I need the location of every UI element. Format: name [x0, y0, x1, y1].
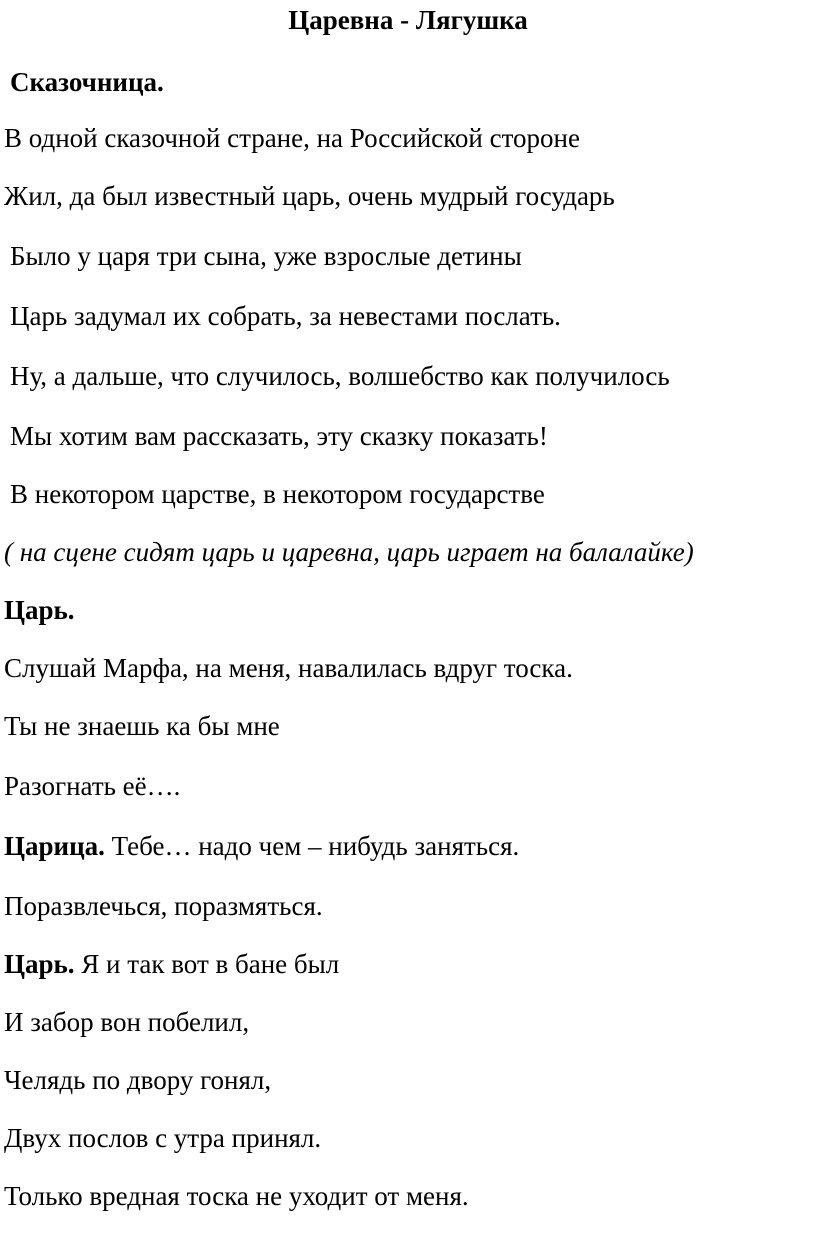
text-line: В одной сказочной стране, на Российской стороне — [4, 123, 580, 153]
text-line: Царь задумал их собрать, за невестами послать. — [10, 301, 561, 331]
speaker-tsar: Царь. — [4, 949, 75, 979]
speaker-narrator: Сказочница. — [10, 67, 164, 97]
document-title: Царевна - Лягушка — [288, 5, 528, 35]
text-line: Было у царя три сына, уже взрослые детины — [10, 241, 522, 271]
text-line: Челядь по двору гонял, — [4, 1065, 272, 1095]
text-line: Слушай Марфа, на меня, навалилась вдруг тоска. — [4, 653, 573, 683]
dialogue-line — [4, 948, 339, 980]
dialogue-line — [4, 830, 519, 862]
text-line: В некотором царстве, в некотором государстве — [10, 479, 545, 509]
dialogue-text: Я и так вот в бане был — [81, 949, 340, 979]
text-line: И забор вон побелил, — [4, 1007, 250, 1037]
text-line: Мы хотим вам рассказать, эту сказку показать! — [10, 421, 548, 451]
speaker-tsar: Царь. — [4, 595, 75, 625]
text-line: Ты не знаешь ка бы мне — [4, 711, 280, 741]
speaker-tsaritsa: Царица. — [4, 831, 105, 861]
text-line: Жил, да был известный царь, очень мудрый государь — [4, 181, 615, 211]
stage-direction: ( на сцене сидят царь и царевна, царь играет на балалайке) — [4, 537, 694, 567]
text-line: Двух послов с утра принял. — [4, 1123, 322, 1153]
dialogue-text: Тебе… надо чем – нибудь заняться. — [111, 831, 520, 861]
text-line: Ну, а дальше, что случилось, волшебство как получилось — [10, 361, 670, 391]
text-line: Поразвлечься, поразмяться. — [4, 891, 323, 921]
text-line: Разогнать её…. — [4, 771, 181, 801]
text-line: Только вредная тоска не уходит от меня. — [4, 1181, 469, 1211]
